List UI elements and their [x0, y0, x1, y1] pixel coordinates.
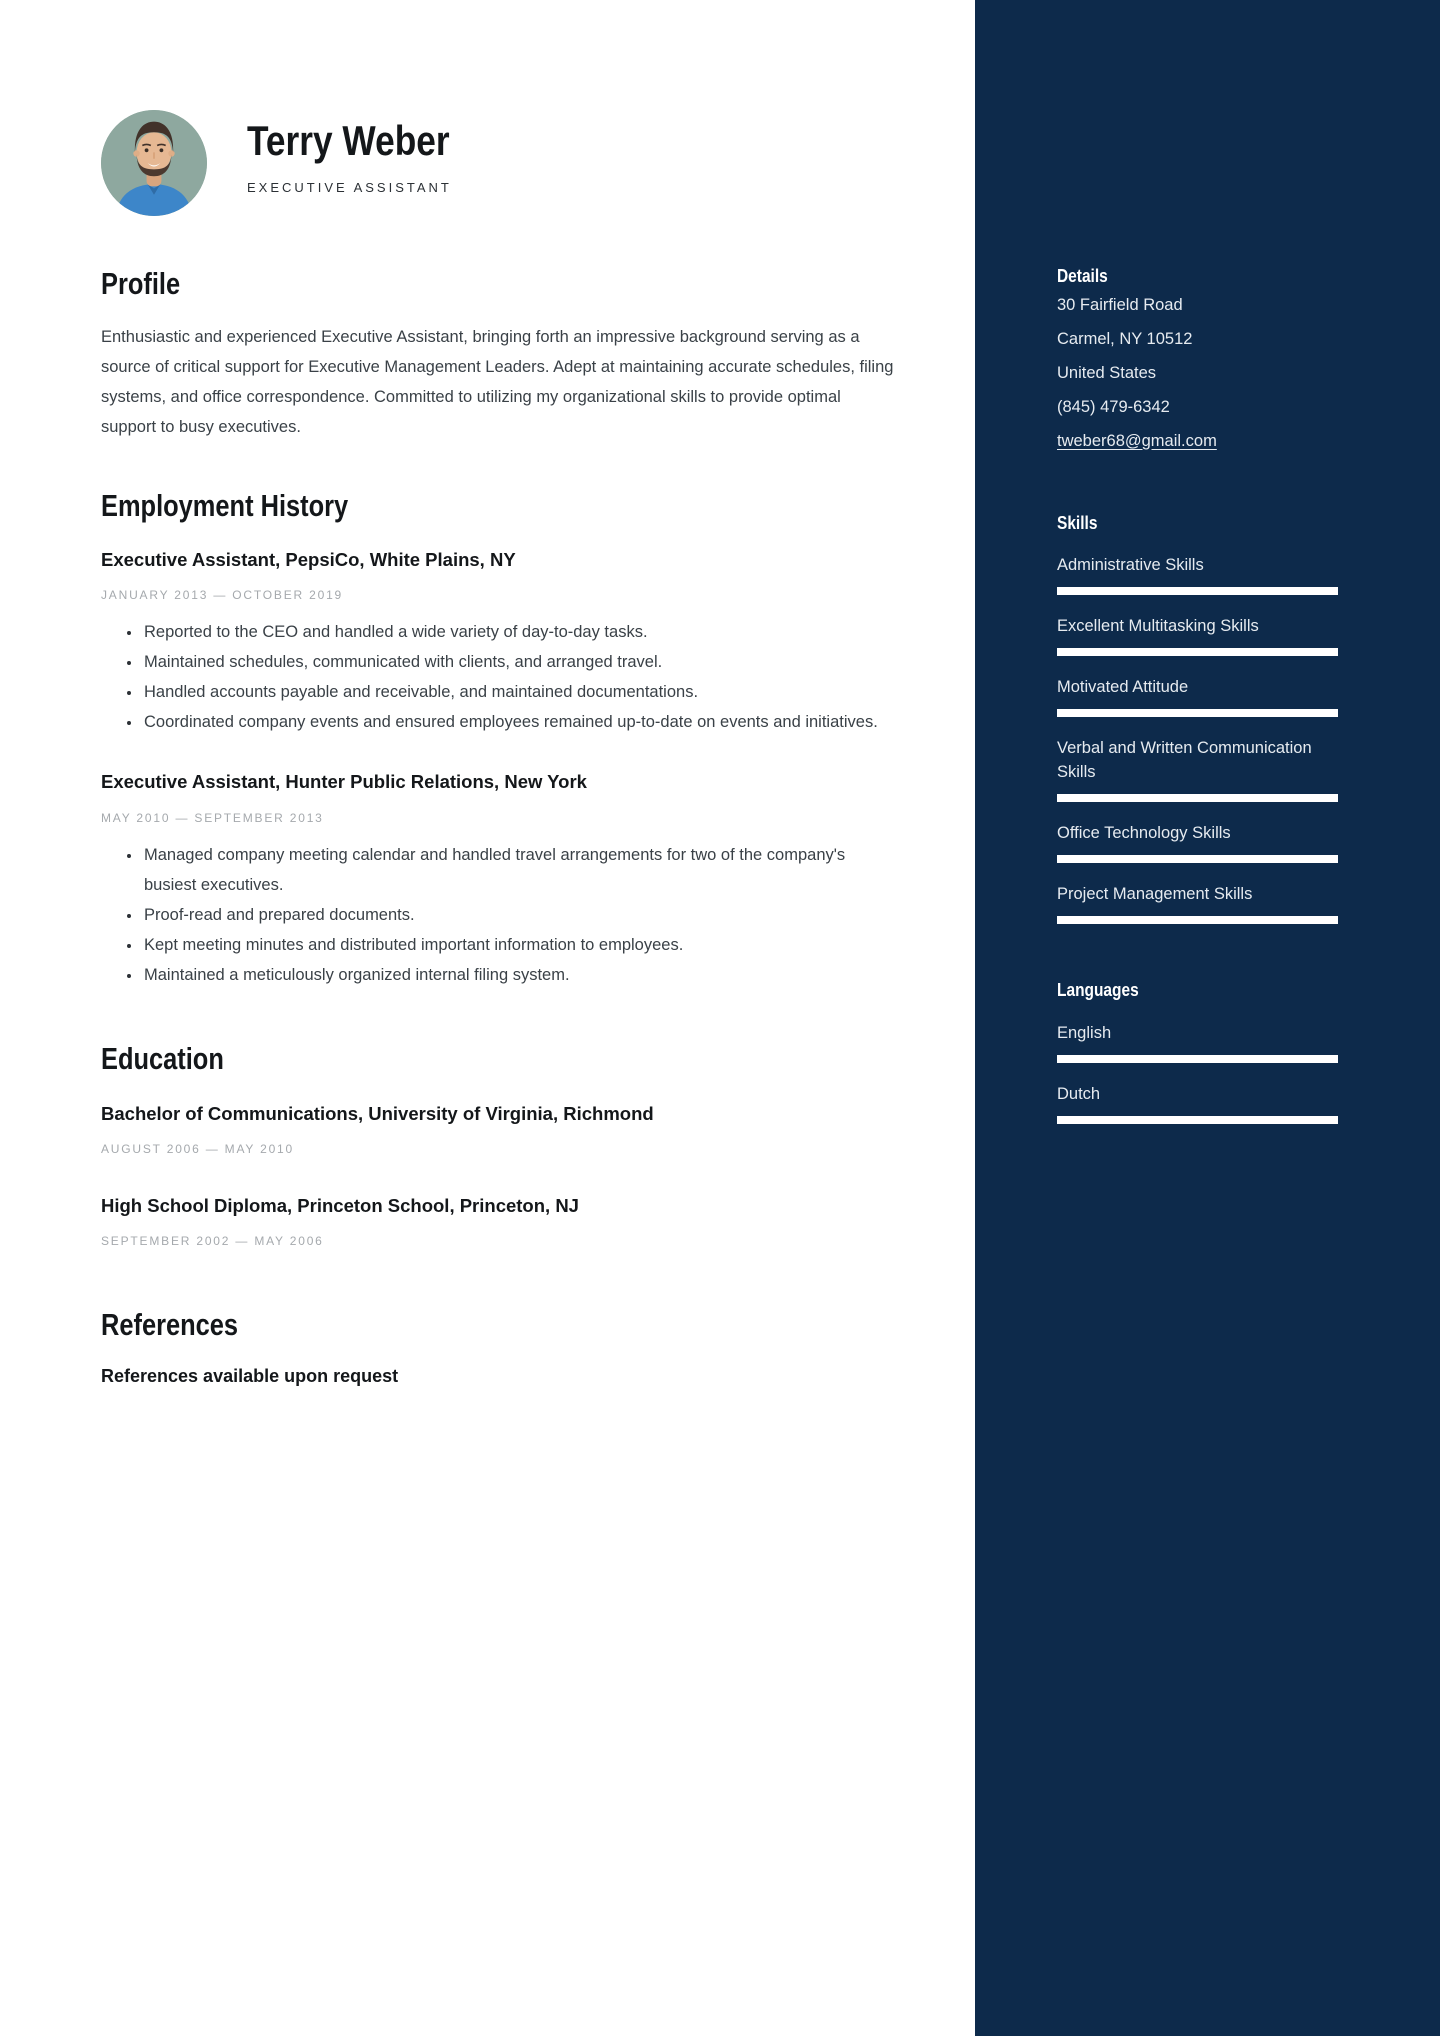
skills-section [1057, 513, 1338, 925]
sidebar [975, 0, 1440, 2036]
job-title: Executive Assistant, PepsiCo, White Plains, NY [101, 549, 516, 571]
job-bullet-list [101, 840, 896, 990]
language-item [1057, 1021, 1338, 1063]
skill-label: Project Management Skills [1057, 885, 1253, 904]
languages-heading: Languages [1057, 980, 1139, 1001]
skill-bar-fill [1057, 587, 1338, 595]
candidate-name: Terry Weber [247, 117, 450, 164]
job-bullet: • Kept meeting minutes and distributed important information to employees. [142, 930, 896, 960]
job-entry [101, 549, 896, 737]
skill-label: Excellent Multitasking Skills [1057, 617, 1259, 636]
skill-bar [1057, 855, 1338, 863]
job-bullet: • Proof-read and prepared documents. [142, 900, 896, 930]
skill-item [1057, 553, 1338, 595]
references-text: References available upon request [101, 1366, 399, 1387]
job-bullet-list [101, 617, 896, 737]
profile-photo [101, 110, 207, 216]
education-title: High School Diploma, Princeton School, Princeton, NJ [101, 1194, 579, 1216]
language-label: Dutch [1057, 1084, 1101, 1103]
employment-history-section [101, 489, 896, 989]
language-bar [1057, 1116, 1338, 1124]
employment-history-heading: Employment History [101, 488, 349, 524]
education-entry [101, 1195, 896, 1248]
skill-item [1057, 675, 1338, 717]
address-street: 30 Fairfield Road [1057, 295, 1183, 314]
skill-label: Administrative Skills [1057, 556, 1204, 575]
job-bullet: • Maintained a meticulously organized internal filing system. [142, 960, 896, 990]
skill-label: Office Technology Skills [1057, 824, 1231, 843]
job-dates: JANUARY 2013 — OCTOBER 2019 [101, 588, 344, 603]
profile-heading: Profile [101, 266, 181, 301]
skill-bar-fill [1057, 855, 1338, 863]
skill-bar [1057, 916, 1338, 924]
skill-bar [1057, 709, 1338, 717]
skill-bar [1057, 794, 1338, 802]
skill-bar-fill [1057, 794, 1338, 802]
job-bullet: • Reported to the CEO and handled a wide variety of day-to-day tasks. [142, 617, 896, 647]
resume-header [101, 110, 896, 216]
education-section [101, 1042, 896, 1248]
job-dates: MAY 2010 — SEPTEMBER 2013 [101, 810, 324, 825]
job-title: Executive Assistant, Hunter Public Relations, New York [101, 771, 587, 793]
details-heading: Details [1057, 266, 1108, 286]
address-country: United States [1057, 363, 1157, 382]
skill-bar-fill [1057, 916, 1338, 924]
skill-item [1057, 614, 1338, 656]
education-dates: AUGUST 2006 — MAY 2010 [101, 1141, 295, 1156]
email-link[interactable]: tweber68@gmail.com [1057, 431, 1217, 450]
language-item [1057, 1082, 1338, 1124]
profile-photo-illustration [101, 110, 207, 216]
skill-bar-fill [1057, 648, 1338, 656]
languages-section [1057, 980, 1338, 1124]
skill-label: Motivated Attitude [1057, 678, 1189, 697]
language-bar [1057, 1055, 1338, 1063]
education-dates: SEPTEMBER 2002 — MAY 2006 [101, 1234, 324, 1249]
name-block [247, 110, 488, 195]
skill-bar [1057, 587, 1338, 595]
skill-label: Verbal and Written Communication Skills [1057, 739, 1312, 782]
references-section [101, 1308, 896, 1387]
education-entry [101, 1103, 896, 1156]
job-bullet: • Maintained schedules, communicated with clients, and arranged travel. [142, 647, 896, 677]
skill-item [1057, 736, 1338, 802]
references-heading: References [101, 1307, 239, 1343]
language-bar-fill [1057, 1055, 1338, 1063]
skill-item [1057, 882, 1338, 924]
language-bar-fill [1057, 1116, 1338, 1124]
job-bullet: • Managed company meeting calendar and handled travel arrangements for two of the company's busiest executives. [142, 840, 896, 900]
skills-heading: Skills [1057, 512, 1098, 533]
skill-item [1057, 821, 1338, 863]
address-city: Carmel, NY 10512 [1057, 329, 1193, 348]
job-entry [101, 771, 896, 989]
skill-bar-fill [1057, 709, 1338, 717]
education-heading: Education [101, 1040, 224, 1076]
profile-text: Enthusiastic and experienced Executive Assistant, bringing forth an impressive background serving as a source of critical support for Executive Management Leaders. Adept at maintaining accurate schedules, filing systems, and office correspondence. Committed to utilizing my organizational skills to provide optimal support to busy executives. [101, 328, 894, 437]
details-section [1057, 266, 1338, 458]
job-bullet: • Coordinated company events and ensured employees remained up-to-date on events and initiatives. [142, 707, 896, 737]
skill-bar [1057, 648, 1338, 656]
job-bullet: • Handled accounts payable and receivable, and maintained documentations. [142, 677, 896, 707]
profile-section [101, 267, 896, 442]
education-title: Bachelor of Communications, University of Virginia, Richmond [101, 1102, 654, 1124]
phone-number: (845) 479-6342 [1057, 397, 1170, 416]
language-label: English [1057, 1023, 1112, 1042]
candidate-job-title: EXECUTIVE ASSISTANT [247, 180, 452, 196]
